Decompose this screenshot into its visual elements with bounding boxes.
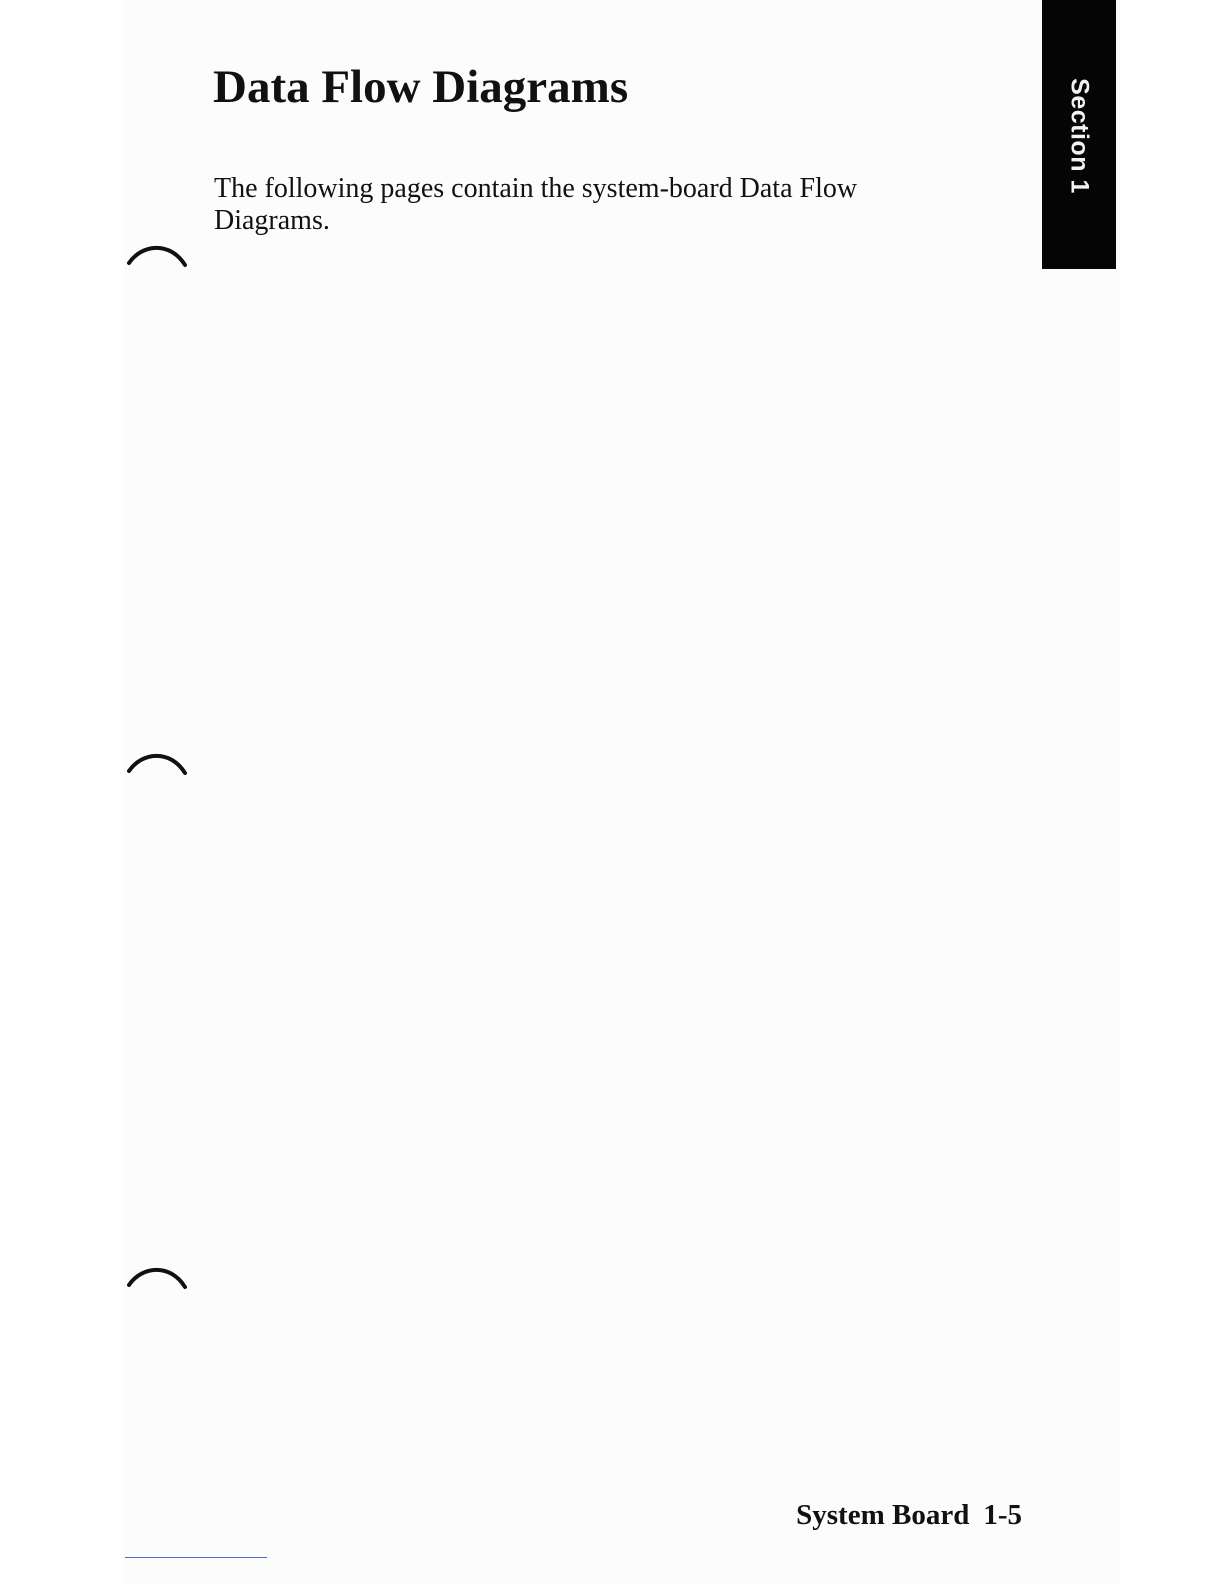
footer-label: System Board xyxy=(796,1499,970,1531)
page-title: Data Flow Diagrams xyxy=(213,61,629,113)
scan-edge-rule xyxy=(125,1557,267,1558)
page-number: 1-5 xyxy=(983,1499,1022,1531)
page-footer xyxy=(796,1499,1022,1532)
binder-hole-mark-icon xyxy=(126,1265,190,1299)
section-tab xyxy=(1042,0,1116,269)
scanned-sheet xyxy=(124,0,1120,1584)
section-tab-label: Section 1 xyxy=(1065,78,1094,194)
body-paragraph: The following pages contain the system-board Data Flow Diagrams. xyxy=(214,173,858,236)
binder-hole-mark-icon xyxy=(126,751,190,785)
binder-hole-mark-icon xyxy=(126,243,190,277)
